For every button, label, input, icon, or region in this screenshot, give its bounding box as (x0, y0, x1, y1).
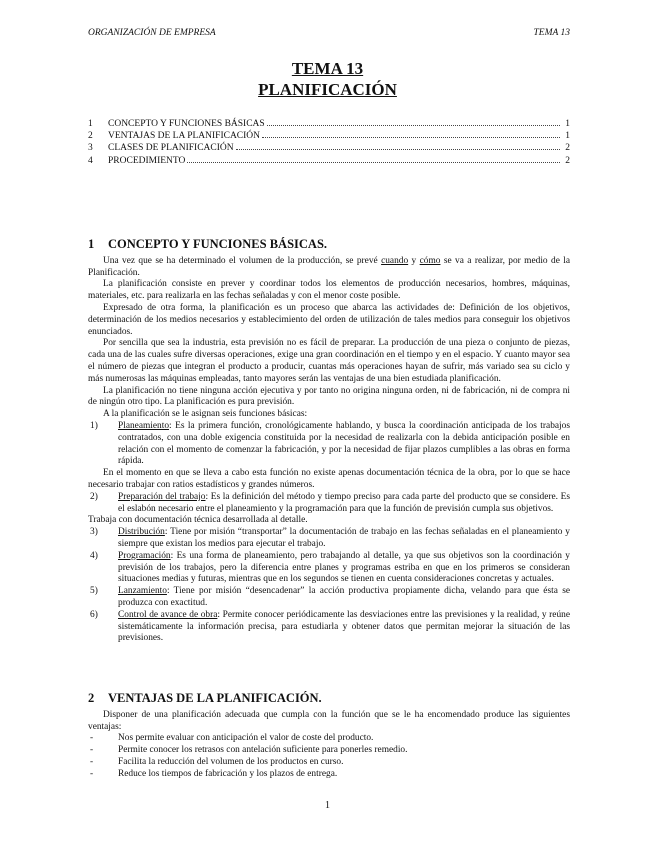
text-run: Una vez que se ha determinado el volumen de la producción, se prevé (103, 255, 382, 266)
toc-number: 2 (88, 131, 93, 142)
function-name: Programación (118, 550, 171, 561)
section-title: CONCEPTO Y FUNCIONES BÁSICAS. (108, 237, 328, 251)
topic-number-title: TEMA 13 (291, 59, 364, 78)
section-title: VENTAJAS DE LA PLANIFICACIÓN. (108, 691, 322, 705)
toc-entry[interactable] (88, 131, 570, 143)
paragraph: En el momento en que se lleva a cabo esta función no existe apenas documentación técnica de la obra, por lo que se hace necesario trabajar con ratios estadísticos y grandes números. (88, 468, 570, 490)
header-course-title: ORGANIZACIÓN DE EMPRESA (88, 28, 216, 38)
toc-leader (262, 137, 560, 138)
function-name: Planeamiento (118, 420, 170, 431)
functions-list (88, 421, 570, 468)
item-text (118, 586, 570, 610)
toc-number: 4 (88, 155, 93, 166)
item-text (118, 610, 570, 645)
function-name: Preparación del trabajo (118, 491, 206, 502)
toc-page: 2 (565, 143, 570, 154)
advantages-list (88, 733, 570, 780)
function-description: : Es la definición del método y tiempo preciso para cada parte del producto que se considere. Es el eslabón necesario entre el planeamiento y la programación para que la función de previsión cumpla sus objetivos. (118, 491, 570, 514)
header-topic: TEMA 13 (533, 28, 570, 38)
list-item (88, 492, 570, 516)
toc-entry[interactable] (88, 156, 570, 168)
text-run: se va a realizar, por medio de la Planificación. (88, 255, 571, 278)
function-name: Distribución (118, 527, 165, 538)
list-item (88, 551, 570, 586)
function-name: Lanzamiento (118, 586, 167, 597)
item-text: Facilita la reducción del volumen de los productos en curso. (118, 756, 344, 767)
function-description: : Es la primera función, cronológicamente hablando, y busca la coordinación anticipada de los trabajos contratados, con una doble exigencia constituida por la necesidad de realizarla con la debida anticipación posible en relación con el momento de comenzar la fabricación, y por la necesidad de fijar plazos cumplibles a las obras en forma rápida. (118, 420, 570, 467)
title-block (0, 58, 655, 100)
toc-leader (236, 149, 560, 150)
function-description: : Tiene por misión “transportar” la documentación de trabajo en las fechas señaladas en el planeamiento y siempre que existan los medios para ejecutar el trabajo. (118, 527, 570, 549)
paragraph (88, 256, 570, 280)
item-text: Reduce los tiempos de fabricación y los plazos de entrega. (118, 768, 338, 779)
section-2-heading (88, 693, 570, 705)
dash-bullet: - (90, 733, 94, 744)
paragraph: La planificación consiste en prever y coordinar todos los elementos de producción necesarios, hombres, máquinas, materiales, etc. para realizarla en las fechas señaladas y con el menor coste posible. (88, 279, 570, 302)
dash-bullet: - (90, 768, 94, 779)
list-item (88, 527, 570, 551)
toc-leader (267, 125, 560, 126)
paragraph: Por sencilla que sea la industria, esta previsión no es fácil de preparar. La producción de una pieza o conjunto de piezas, cada una de las cuales sufre diversas operaciones, exige una gran coordinación en el tiempo y en el espacio. Y cuanto mayor sea el número de piezas que integran el producto a producir, cuantas más operaciones hayan de sufrir, más variado sea su ciclo y más numerosas las máquinas empleadas, tanto mayores serán las ventajas de una bien estudiada planificación. (88, 338, 570, 384)
section-1-heading (88, 239, 570, 251)
toc-page: 1 (565, 119, 570, 129)
item-label: 2) (90, 491, 98, 502)
paragraph: La planificación no tiene ninguna acción ejecutiva y por tanto no origina ninguna orden, ni de fabricación, ni de compra ni de ningún otro tipo. La planificación es pura previsión. (88, 385, 570, 408)
toc-page: 2 (565, 155, 570, 166)
toc-entry[interactable] (88, 143, 570, 155)
item-label: 6) (90, 609, 98, 620)
toc-number: 3 (88, 143, 93, 154)
item-label: 4) (90, 550, 98, 561)
toc-page: 1 (565, 131, 570, 142)
function-description: : Es una forma de planeamiento, pero trabajando al detalle, ya que sus objetivos son la coordinación y previsión de los trabajos, pero la diferencia entre planes y programas estriba en que en los primeros se consideran situaciones medias y futuras, mientras que en los segundos se tienen en cuenta consideraciones concretas y actuales. (118, 550, 570, 585)
dash-bullet: - (90, 756, 94, 767)
function-description: : Permite conocer periódicamente las desviaciones entre las previsiones y la realidad, y reúne sistemáticamente la información precisa, para estudiarla y obtener datos que permitan mejorar la situación de las previsiones. (118, 609, 570, 644)
text-run: y (408, 255, 420, 266)
list-item (88, 586, 570, 610)
item-text (118, 527, 570, 551)
section-number: 2 (88, 691, 95, 705)
paragraph: A la planificación se le asignan seis funciones básicas: (103, 409, 308, 420)
item-text (118, 421, 570, 468)
functions-list (88, 527, 570, 645)
functions-list (88, 492, 570, 516)
section-number: 1 (88, 237, 95, 251)
topic-name-title: PLANIFICACIÓN (258, 80, 397, 99)
toc-title: CONCEPTO Y FUNCIONES BÁSICAS (108, 119, 265, 129)
section-2 (88, 693, 570, 781)
toc-title: VENTAJAS DE LA PLANIFICACIÓN (108, 131, 261, 142)
toc-title: PROCEDIMIENTO (108, 155, 186, 166)
function-name: Control de avance de obra (118, 609, 218, 620)
list-item (88, 733, 570, 745)
section-1 (88, 239, 570, 645)
toc-title: CLASES DE PLANIFICACIÓN (108, 143, 234, 154)
item-label: 1) (90, 420, 98, 431)
underlined-word: cuando (381, 255, 409, 266)
page-number: 1 (325, 800, 330, 811)
paragraph: Trabaja con documentación técnica desarrollada al detalle. (88, 515, 308, 526)
item-text: Nos permite evaluar con anticipación el valor de coste del producto. (118, 733, 374, 744)
item-text (118, 551, 570, 586)
table-of-contents (88, 119, 570, 168)
paragraph: Disponer de una planificación adecuada que cumpla con la función que se le ha encomendado produce las siguientes ventajas: (88, 709, 570, 732)
list-item (88, 421, 570, 468)
function-description: : Tiene por misión “desencadenar” la acción productiva propiamente dicha, velando para que ésta se produzca con exactitud. (118, 586, 570, 608)
list-item (88, 745, 570, 757)
paragraph: Expresado de otra forma, la planificación es un proceso que abarca las actividades de: Definición de los objetivos, determinación de los medios necesarios y establecimiento del orden de utilización de tales medios para conseguir los objetivos enunciados. (88, 302, 570, 337)
item-text (118, 492, 570, 516)
toc-entry[interactable] (88, 119, 570, 131)
list-item (88, 610, 570, 645)
running-header (88, 28, 570, 38)
toc-number: 1 (88, 119, 93, 129)
item-label: 3) (90, 527, 98, 538)
item-label: 5) (90, 586, 98, 597)
underlined-word: cómo (419, 255, 441, 266)
item-text: Permite conocer los retrasos con antelación suficiente para ponerles remedio. (118, 745, 408, 756)
dash-bullet: - (90, 745, 94, 756)
toc-leader (187, 162, 560, 163)
list-item (88, 757, 570, 769)
list-item (88, 769, 570, 781)
